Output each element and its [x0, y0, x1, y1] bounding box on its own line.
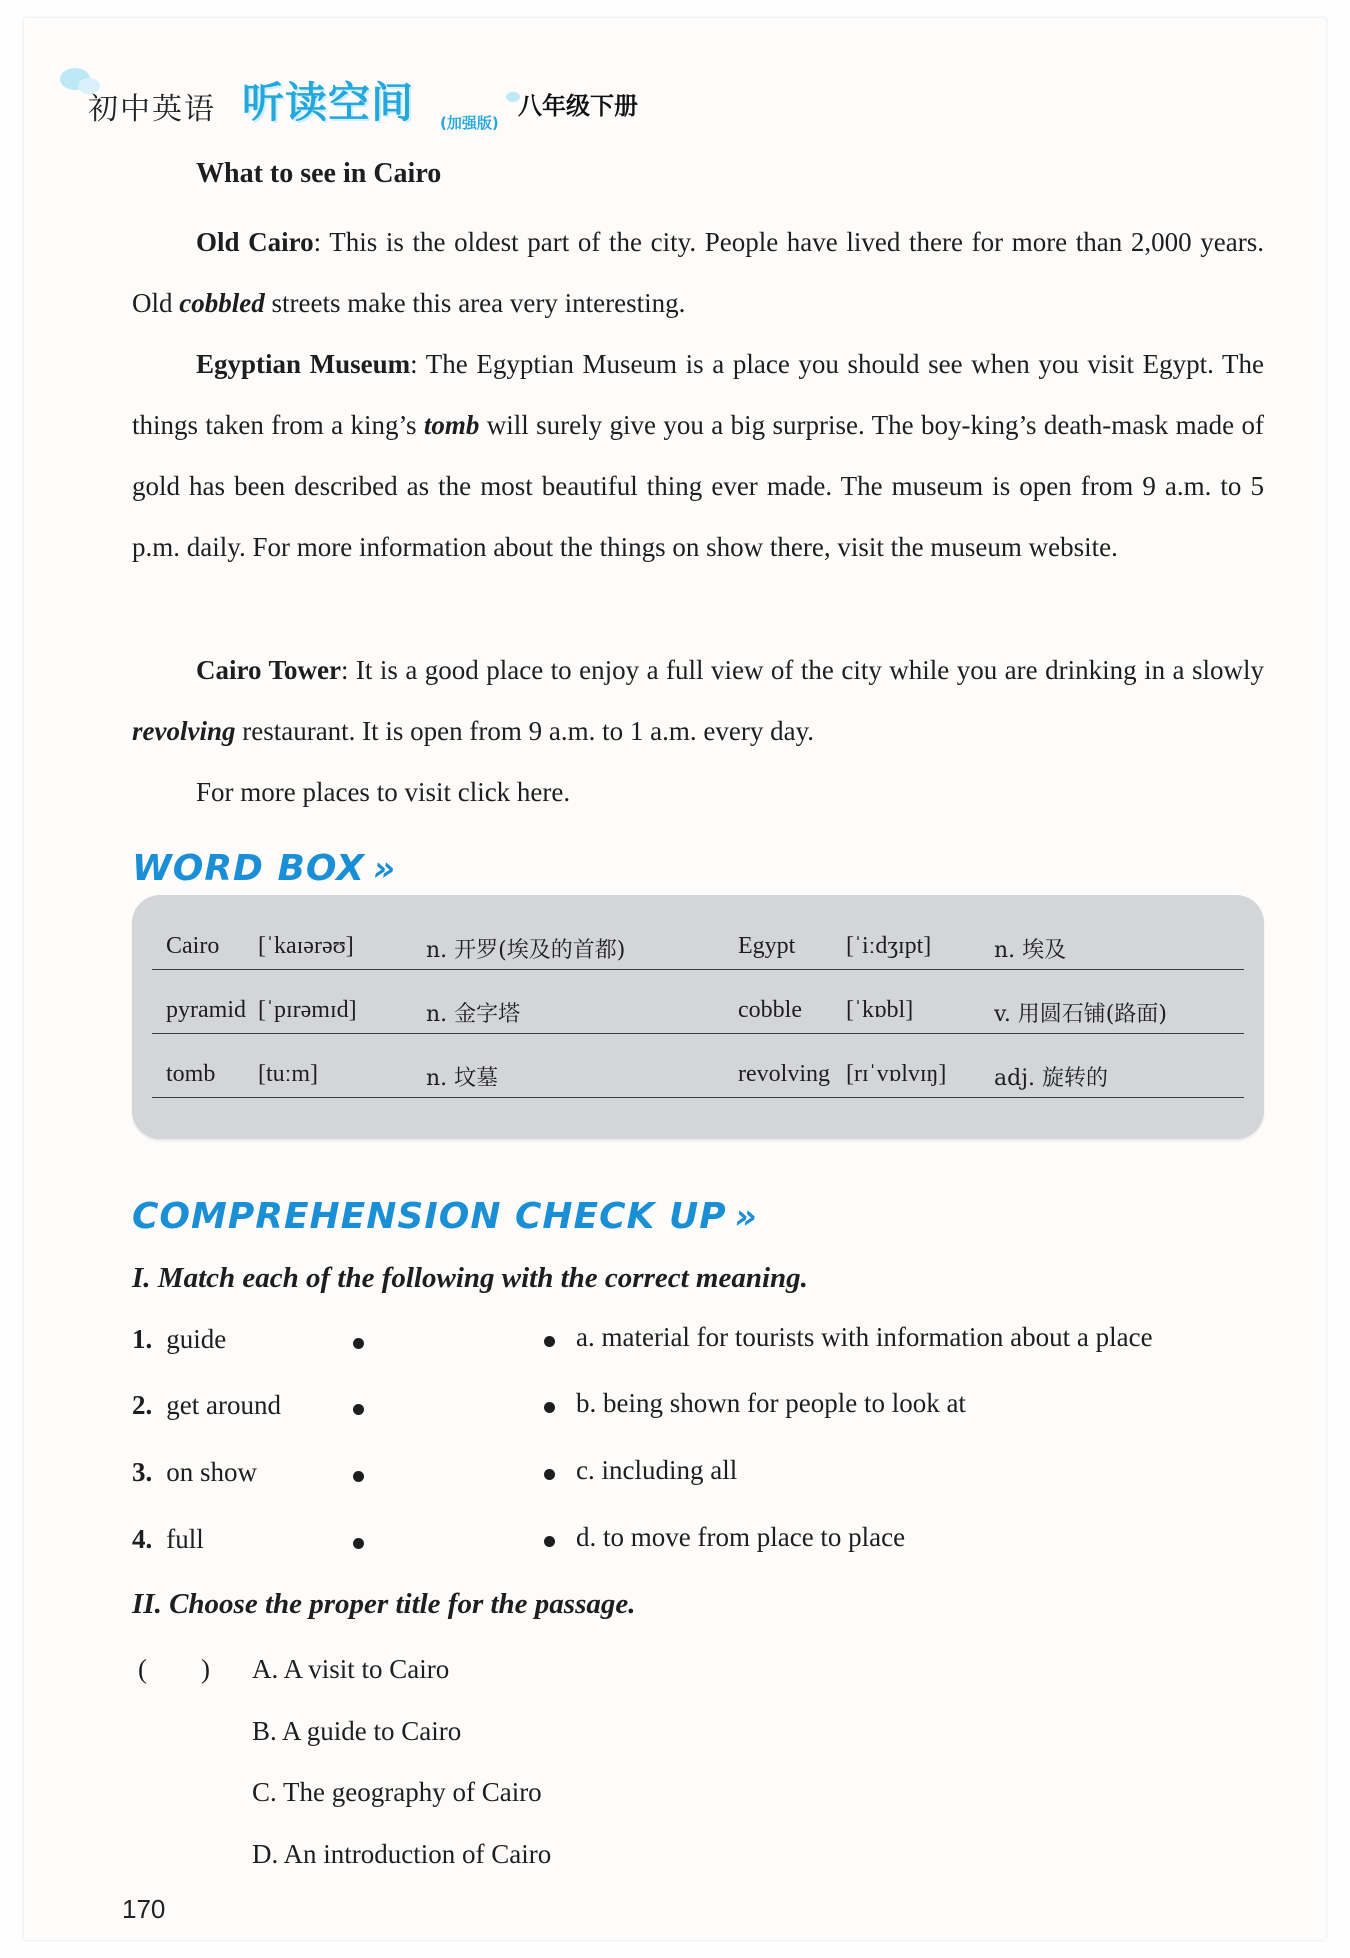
match-item: [132, 1457, 257, 1488]
option-c: C. The geography of Cairo: [252, 1777, 542, 1807]
match-dot-left[interactable]: [353, 1338, 364, 1349]
lead-old-cairo: Old Cairo: [196, 227, 314, 257]
item-term: full: [166, 1524, 204, 1554]
item-term: on show: [166, 1457, 258, 1487]
edition-label: (加强版): [440, 114, 499, 132]
phonetic: [ˈkaɪərəʊ]: [258, 933, 354, 959]
match-dot-right[interactable]: [544, 1536, 555, 1547]
meaning: n. 埃及: [994, 938, 1067, 963]
item-term: get around: [166, 1390, 281, 1420]
match-dot-left[interactable]: [353, 1538, 364, 1549]
meaning: n. 坟墓: [426, 1066, 499, 1091]
word-box-title-text: WORD BOX: [132, 848, 365, 889]
match-dot-left[interactable]: [353, 1404, 364, 1415]
paragraph-text: : It is a good place to enjoy a full view of the city while you are drinking in a slowly: [340, 655, 1264, 685]
book-header: [60, 64, 680, 134]
phonetic: [rɪˈvɒlvɪŋ]: [846, 1061, 947, 1087]
word-box: [132, 895, 1264, 1139]
paragraph-text: : The Egyptian Museum is a place you should see when you visit Egypt. The things taken from a king’s: [132, 349, 1264, 440]
word: revolving: [738, 1061, 830, 1087]
phonetic: [tuːm]: [258, 1061, 318, 1087]
paragraph-text: streets make this area very interesting.: [264, 288, 686, 318]
paragraph-text: restaurant. It is open from 9 a.m. to 1 a.m. every day.: [235, 716, 815, 746]
word: Cairo: [166, 933, 220, 959]
match-item: [132, 1390, 281, 1421]
item-number: 1.: [132, 1324, 153, 1354]
option-d: D. An introduction of Cairo: [252, 1839, 552, 1869]
paragraph-closing: [132, 762, 1264, 823]
paragraph-museum: [132, 334, 1264, 578]
option-a: A. A visit to Cairo: [252, 1654, 450, 1684]
meaning: n. 开罗(埃及的首都): [426, 938, 626, 963]
phonetic: [ˈiːdʒɪpt]: [846, 933, 932, 959]
keyword-tomb: tomb: [423, 410, 480, 440]
match-meaning: d. to move from place to place: [576, 1522, 906, 1552]
match-meaning: c. including all: [576, 1455, 738, 1485]
word-row: [152, 973, 1244, 1034]
passage-heading: What to see in Cairo: [196, 158, 442, 189]
option-b: B. A guide to Cairo: [252, 1716, 462, 1746]
keyword-cobbled: cobbled: [179, 288, 265, 318]
match-meaning: a. material for tourists with information about a place: [576, 1322, 1153, 1352]
item-number: 4.: [132, 1524, 153, 1554]
word: tomb: [166, 1061, 216, 1087]
word: cobble: [738, 997, 802, 1023]
match-dot-right[interactable]: [544, 1336, 555, 1347]
meaning: adj. 旋转的: [994, 1066, 1109, 1091]
word-row: [152, 909, 1244, 970]
match-dot-right[interactable]: [544, 1469, 555, 1480]
paragraph-tower: [132, 640, 1264, 762]
paragraph-text: will surely give you a big surprise. The boy-king’s death-mask made of gold has been described as the most beautiful thing ever made. The museum is open from 9 a.m. to 5 p.m. daily. For more information about the things on show there, visit the museum website.: [132, 410, 1265, 562]
keyword-revolving: revolving: [132, 716, 236, 746]
word-row: [152, 1037, 1244, 1098]
item-number: 3.: [132, 1457, 153, 1487]
meaning: n. 金字塔: [426, 1002, 521, 1027]
match-item: [132, 1524, 204, 1555]
grade-label: 八年级下册: [518, 92, 638, 120]
match-item: [132, 1324, 226, 1355]
word: pyramid: [166, 997, 246, 1023]
part1-heading: I. Match each of the following with the correct meaning.: [132, 1262, 808, 1294]
lead-museum: Egyptian Museum: [196, 349, 411, 379]
lead-tower: Cairo Tower: [196, 655, 341, 685]
item-term: guide: [166, 1324, 227, 1354]
match-meaning: b. being shown for people to look at: [576, 1388, 966, 1418]
paragraph-old-cairo: [132, 212, 1264, 334]
page-number: 170: [122, 1894, 166, 1924]
paragraph-text: : This is the oldest part of the city. People have lived there for more than 2,000 years. Old: [132, 227, 1264, 318]
book-title: 听读空间: [242, 78, 415, 127]
series-name: 初中英语: [88, 92, 216, 127]
answer-bracket[interactable]: ( ): [138, 1654, 210, 1684]
comprehension-title: [132, 1196, 758, 1237]
closing-text: For more places to visit click here.: [196, 777, 571, 807]
item-number: 2.: [132, 1390, 153, 1420]
match-dot-left[interactable]: [353, 1471, 364, 1482]
part2-heading: II. Choose the proper title for the passage.: [132, 1588, 636, 1620]
word: Egypt: [738, 933, 796, 959]
phonetic: [ˈkɒbl]: [846, 997, 914, 1023]
comprehension-title-text: COMPREHENSION CHECK UP: [132, 1196, 727, 1237]
double-chevron-icon: »: [372, 849, 397, 889]
meaning: v. 用圆石铺(路面): [994, 1002, 1167, 1027]
word-box-title: [132, 848, 396, 889]
match-dot-right[interactable]: [544, 1402, 555, 1413]
double-chevron-icon: »: [734, 1197, 758, 1237]
phonetic: [ˈpɪrəmɪd]: [258, 997, 357, 1023]
